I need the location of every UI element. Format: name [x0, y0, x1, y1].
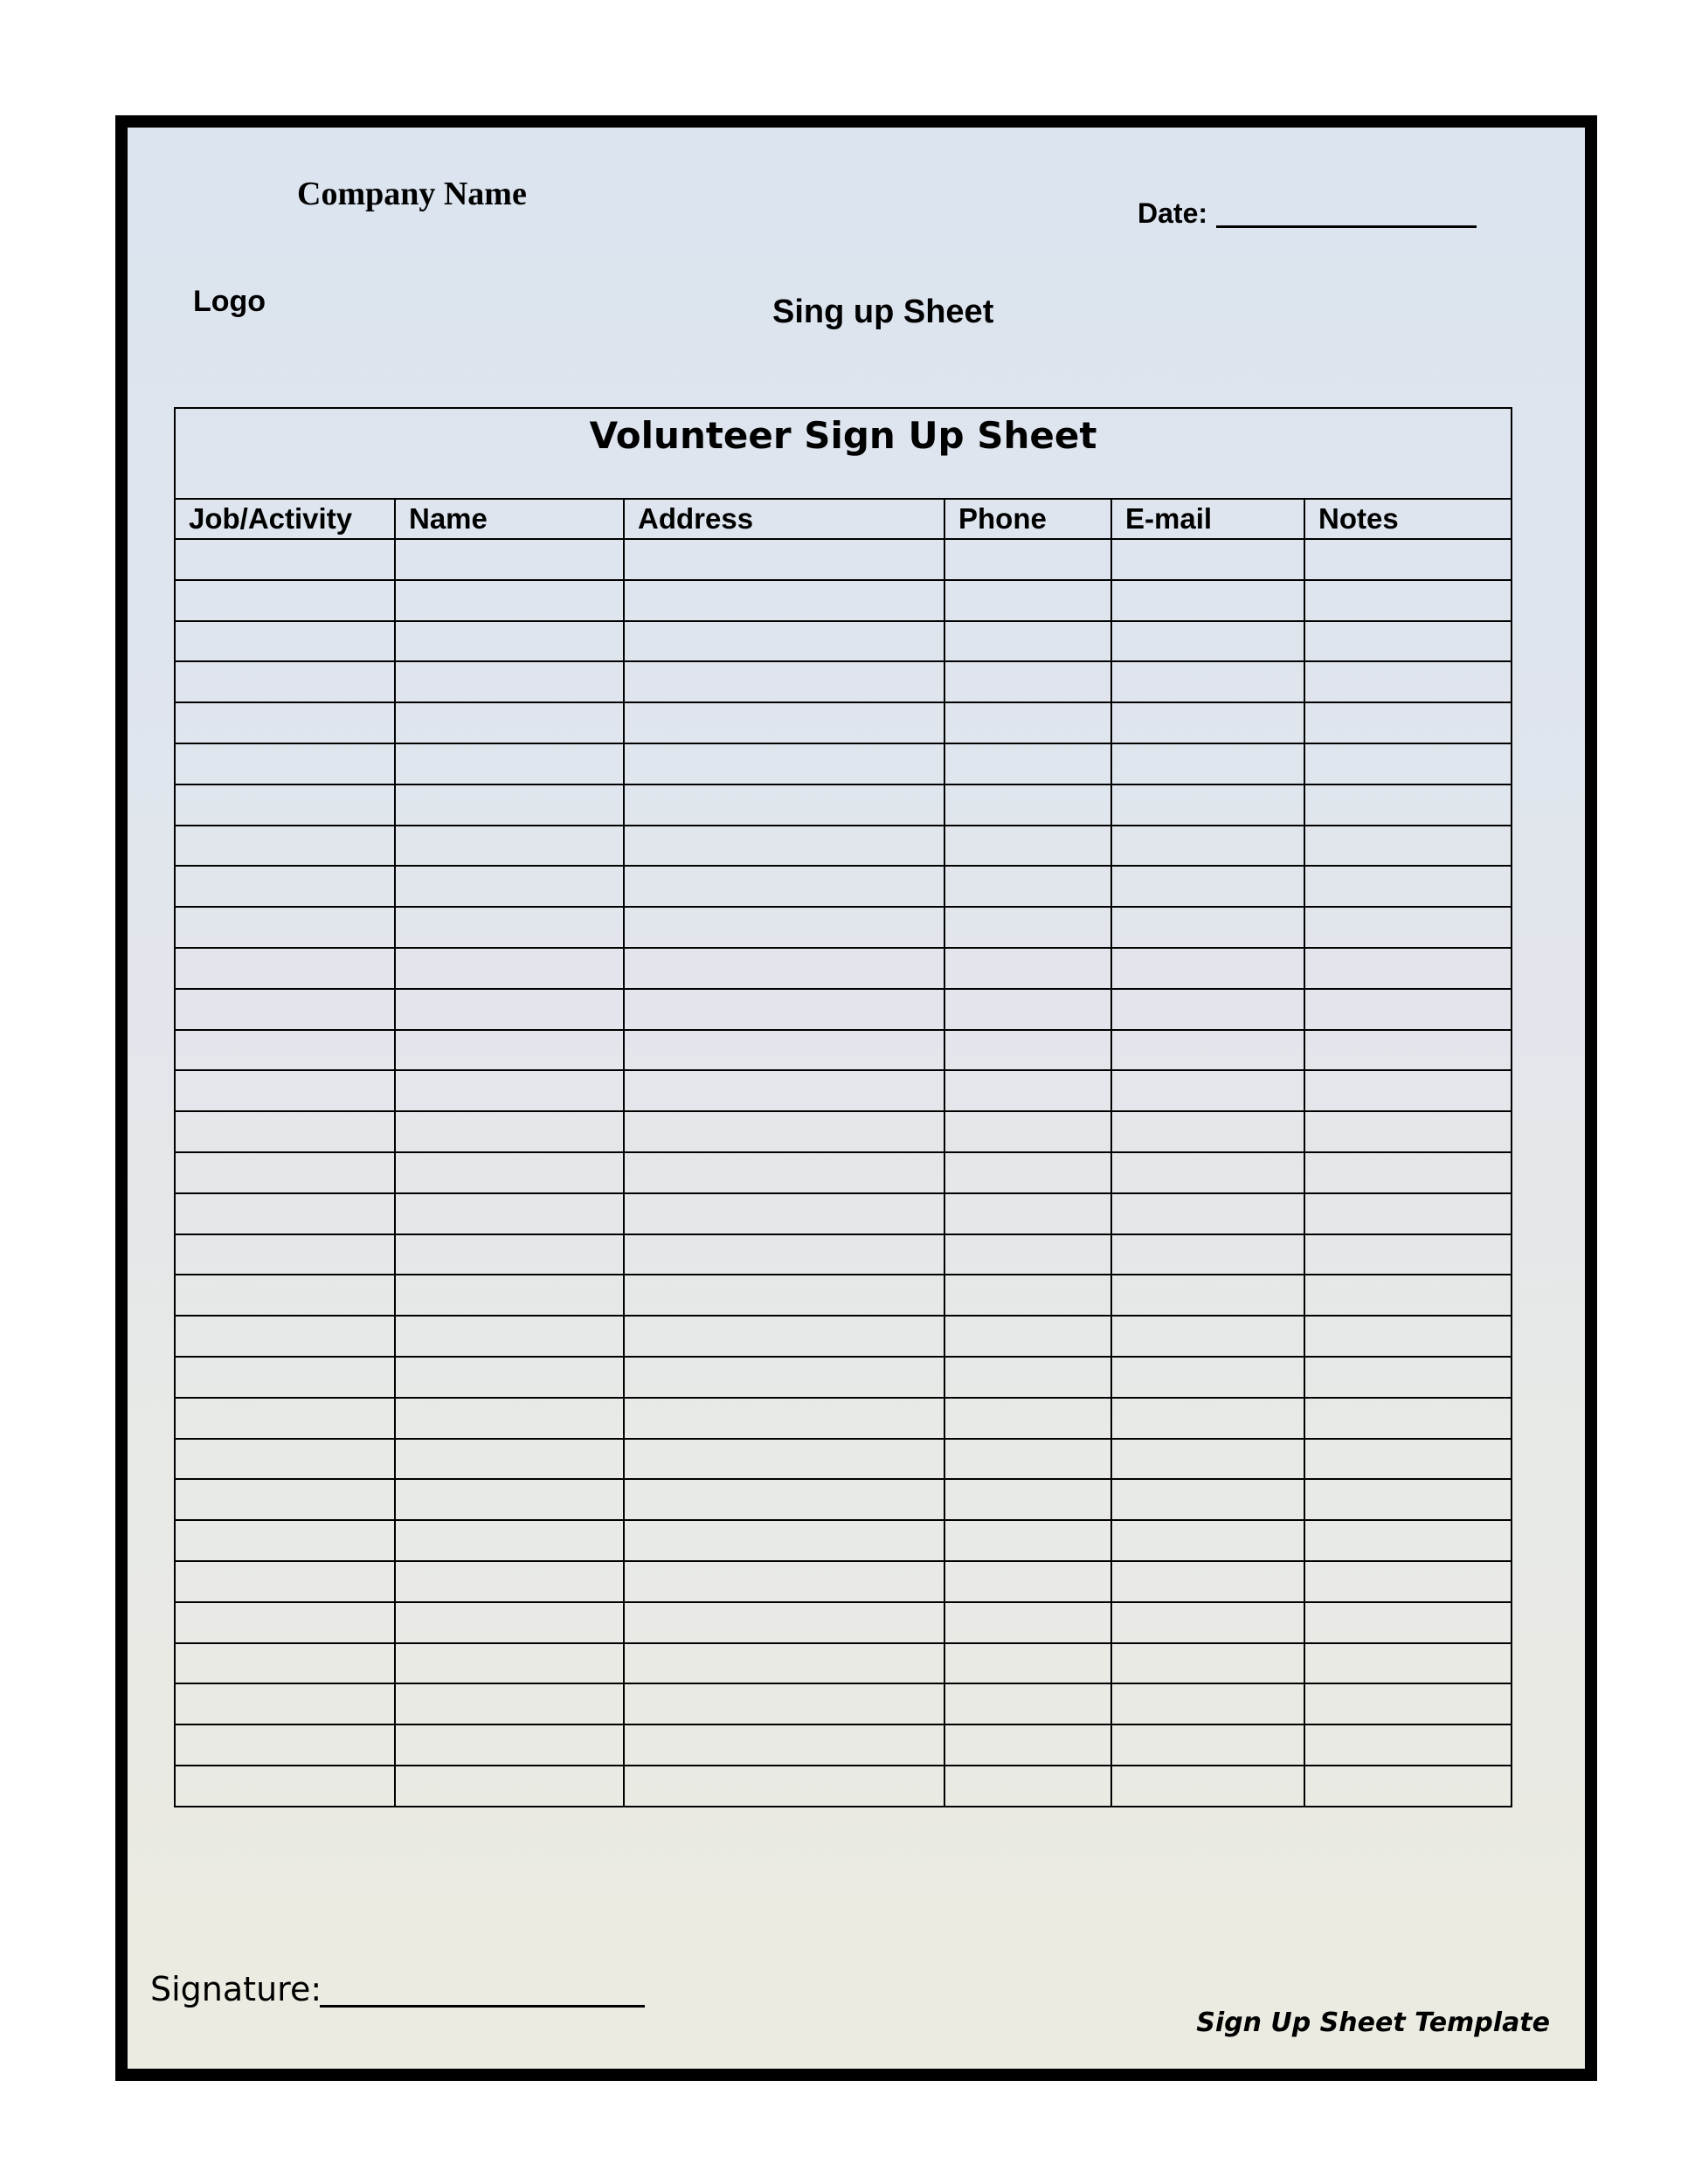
- table-cell[interactable]: [944, 1111, 1111, 1152]
- table-cell[interactable]: [175, 948, 395, 989]
- table-cell[interactable]: [1111, 1683, 1304, 1724]
- table-cell[interactable]: [395, 1561, 624, 1602]
- table-cell[interactable]: [1304, 1275, 1512, 1316]
- table-row: [175, 743, 1512, 784]
- table-cell[interactable]: [1304, 907, 1512, 948]
- table-cell[interactable]: [395, 907, 624, 948]
- table-row: [175, 1439, 1512, 1480]
- table-cell[interactable]: [1111, 1152, 1304, 1193]
- table-cell[interactable]: [624, 1193, 944, 1234]
- table-cell[interactable]: [1111, 621, 1304, 662]
- table-cell[interactable]: [944, 907, 1111, 948]
- table-cell[interactable]: [1111, 702, 1304, 743]
- table-cell[interactable]: [175, 1643, 395, 1684]
- column-header-email: E-mail: [1111, 499, 1304, 539]
- template-caption: Sign Up Sheet Template: [1196, 2008, 1550, 2038]
- table-cell[interactable]: [395, 539, 624, 580]
- table-cell[interactable]: [1304, 702, 1512, 743]
- table-cell[interactable]: [1304, 1070, 1512, 1111]
- table-cell[interactable]: [175, 1193, 395, 1234]
- logo-placeholder: Logo: [193, 285, 266, 318]
- table-cell[interactable]: [175, 1398, 395, 1439]
- table-cell[interactable]: [944, 1520, 1111, 1561]
- date-field-line: [1216, 225, 1477, 228]
- table-cell[interactable]: [624, 826, 944, 867]
- table-row: [175, 784, 1512, 826]
- table-cell[interactable]: [395, 743, 624, 784]
- table-cell[interactable]: [175, 1316, 395, 1357]
- column-header-job-activity: Job/Activity: [175, 499, 395, 539]
- table-cell[interactable]: [944, 1152, 1111, 1193]
- table-cell[interactable]: [175, 1602, 395, 1643]
- table-row: [175, 989, 1512, 1030]
- table-row: [175, 1683, 1512, 1724]
- table-row: [175, 539, 1512, 580]
- table-body: [175, 539, 1512, 1807]
- table-row: [175, 866, 1512, 907]
- table-cell[interactable]: [395, 1070, 624, 1111]
- table-row: [175, 1357, 1512, 1398]
- table-cell[interactable]: [1111, 948, 1304, 989]
- table-cell[interactable]: [624, 1357, 944, 1398]
- table-cell[interactable]: [175, 743, 395, 784]
- table-cell[interactable]: [624, 1520, 944, 1561]
- table-cell[interactable]: [1304, 989, 1512, 1030]
- table-cell[interactable]: [1111, 580, 1304, 621]
- table-row: [175, 1111, 1512, 1152]
- table-cell[interactable]: [944, 1479, 1111, 1520]
- table-cell[interactable]: [624, 539, 944, 580]
- table-cell[interactable]: [395, 661, 624, 702]
- table-row: [175, 1520, 1512, 1561]
- table-cell[interactable]: [395, 784, 624, 826]
- table-cell[interactable]: [1111, 539, 1304, 580]
- table-cell[interactable]: [1304, 743, 1512, 784]
- table-row: [175, 1724, 1512, 1766]
- table-cell[interactable]: [1111, 1766, 1304, 1807]
- table-row: [175, 661, 1512, 702]
- table-cell[interactable]: [1304, 661, 1512, 702]
- table-cell[interactable]: [175, 1479, 395, 1520]
- table-cell[interactable]: [624, 866, 944, 907]
- table-row: [175, 580, 1512, 621]
- table-row: [175, 948, 1512, 989]
- table-cell[interactable]: [1304, 1561, 1512, 1602]
- table-cell[interactable]: [624, 743, 944, 784]
- table-cell[interactable]: [175, 1561, 395, 1602]
- table-cell[interactable]: [944, 743, 1111, 784]
- table-cell[interactable]: [944, 1766, 1111, 1807]
- signature-label: Signature:: [150, 1970, 322, 2008]
- table-cell[interactable]: [944, 702, 1111, 743]
- table-cell[interactable]: [1111, 866, 1304, 907]
- table-cell[interactable]: [624, 989, 944, 1030]
- table-cell[interactable]: [1304, 784, 1512, 826]
- table-cell[interactable]: [175, 1070, 395, 1111]
- table-cell[interactable]: [1304, 1357, 1512, 1398]
- table-cell[interactable]: [175, 1030, 395, 1071]
- table-cell[interactable]: [1304, 621, 1512, 662]
- sheet-subtitle: Sing up Sheet: [772, 294, 994, 330]
- table-row: [175, 702, 1512, 743]
- table-cell[interactable]: [395, 702, 624, 743]
- table-cell[interactable]: [395, 580, 624, 621]
- table-cell[interactable]: [1111, 1316, 1304, 1357]
- table-cell[interactable]: [395, 1439, 624, 1480]
- table-cell[interactable]: [175, 907, 395, 948]
- table-title: Volunteer Sign Up Sheet: [175, 408, 1512, 499]
- company-name: Company Name: [297, 176, 527, 212]
- table-cell[interactable]: [944, 1193, 1111, 1234]
- table-cell[interactable]: [1304, 1152, 1512, 1193]
- table-cell[interactable]: [1111, 1193, 1304, 1234]
- table-row: [175, 1398, 1512, 1439]
- table-row: [175, 1234, 1512, 1275]
- table-cell[interactable]: [944, 621, 1111, 662]
- table-row: [175, 1316, 1512, 1357]
- table-cell[interactable]: [624, 1111, 944, 1152]
- table-cell[interactable]: [395, 1152, 624, 1193]
- table-cell[interactable]: [624, 1316, 944, 1357]
- table-cell[interactable]: [175, 1275, 395, 1316]
- table-row: [175, 1602, 1512, 1643]
- table-cell[interactable]: [395, 1643, 624, 1684]
- table-cell[interactable]: [624, 784, 944, 826]
- table-cell[interactable]: [175, 621, 395, 662]
- table-cell[interactable]: [944, 661, 1111, 702]
- table-cell[interactable]: [175, 1724, 395, 1766]
- table-cell[interactable]: [1111, 1030, 1304, 1071]
- table-cell[interactable]: [944, 1398, 1111, 1439]
- table-cell[interactable]: [1304, 1602, 1512, 1643]
- table-cell[interactable]: [395, 621, 624, 662]
- table-cell[interactable]: [624, 1602, 944, 1643]
- table-row: [175, 1766, 1512, 1807]
- date-label: Date:: [1138, 197, 1208, 229]
- table-cell[interactable]: [395, 1316, 624, 1357]
- table-cell[interactable]: [395, 1520, 624, 1561]
- table-cell[interactable]: [624, 1643, 944, 1684]
- table-cell[interactable]: [1304, 1193, 1512, 1234]
- table-cell[interactable]: [624, 1234, 944, 1275]
- table-cell[interactable]: [944, 1030, 1111, 1071]
- table-cell[interactable]: [1111, 743, 1304, 784]
- table-cell[interactable]: [944, 580, 1111, 621]
- table-cell[interactable]: [175, 1234, 395, 1275]
- table-cell[interactable]: [624, 1070, 944, 1111]
- table-cell[interactable]: [944, 539, 1111, 580]
- table-cell[interactable]: [944, 948, 1111, 989]
- table-cell[interactable]: [944, 1724, 1111, 1766]
- table-cell[interactable]: [175, 1766, 395, 1807]
- table-cell[interactable]: [1304, 826, 1512, 867]
- table-cell[interactable]: [1304, 866, 1512, 907]
- table-cell[interactable]: [175, 1111, 395, 1152]
- table-cell[interactable]: [395, 866, 624, 907]
- table-cell[interactable]: [395, 826, 624, 867]
- table-row: [175, 1030, 1512, 1071]
- table-cell[interactable]: [624, 702, 944, 743]
- table-cell[interactable]: [175, 866, 395, 907]
- table-cell[interactable]: [944, 1316, 1111, 1357]
- table-cell[interactable]: [624, 621, 944, 662]
- table-row: [175, 1561, 1512, 1602]
- table-cell[interactable]: [395, 1275, 624, 1316]
- table-cell[interactable]: [944, 1234, 1111, 1275]
- table-cell[interactable]: [1304, 1439, 1512, 1480]
- column-header-address: Address: [624, 499, 944, 539]
- table-cell[interactable]: [175, 661, 395, 702]
- table-cell[interactable]: [175, 1683, 395, 1724]
- table-cell[interactable]: [1304, 1234, 1512, 1275]
- table-cell[interactable]: [1304, 1766, 1512, 1807]
- table-cell[interactable]: [624, 1479, 944, 1520]
- column-header-row: [175, 499, 1512, 539]
- table-cell[interactable]: [624, 948, 944, 989]
- table-cell[interactable]: [944, 784, 1111, 826]
- table-cell[interactable]: [1111, 1561, 1304, 1602]
- table-cell[interactable]: [624, 1152, 944, 1193]
- table-cell[interactable]: [1111, 1643, 1304, 1684]
- table-row: [175, 1479, 1512, 1520]
- table-cell[interactable]: [175, 1357, 395, 1398]
- table-cell[interactable]: [395, 948, 624, 989]
- table-cell[interactable]: [395, 1602, 624, 1643]
- table-cell[interactable]: [944, 1561, 1111, 1602]
- table-cell[interactable]: [395, 1724, 624, 1766]
- table-cell[interactable]: [1304, 1316, 1512, 1357]
- table-cell[interactable]: [944, 866, 1111, 907]
- table-row: [175, 621, 1512, 662]
- table-cell[interactable]: [1304, 580, 1512, 621]
- table-cell[interactable]: [1304, 1520, 1512, 1561]
- table-cell[interactable]: [395, 1111, 624, 1152]
- table-cell[interactable]: [175, 1520, 395, 1561]
- table-cell[interactable]: [624, 1398, 944, 1439]
- table-cell[interactable]: [1111, 1479, 1304, 1520]
- table-cell[interactable]: [1304, 539, 1512, 580]
- table-cell[interactable]: [624, 1439, 944, 1480]
- table-row: [175, 907, 1512, 948]
- table-cell[interactable]: [1304, 1479, 1512, 1520]
- table-cell[interactable]: [1111, 1275, 1304, 1316]
- table-cell[interactable]: [624, 1724, 944, 1766]
- table-cell[interactable]: [395, 1193, 624, 1234]
- table-cell[interactable]: [395, 1683, 624, 1724]
- table-cell[interactable]: [175, 702, 395, 743]
- table-cell[interactable]: [944, 1439, 1111, 1480]
- table-cell[interactable]: [1111, 1724, 1304, 1766]
- table-cell[interactable]: [624, 661, 944, 702]
- table-cell[interactable]: [1304, 1683, 1512, 1724]
- table-cell[interactable]: [944, 1683, 1111, 1724]
- table-cell[interactable]: [395, 1766, 624, 1807]
- table-cell[interactable]: [1111, 1439, 1304, 1480]
- table-row: [175, 1275, 1512, 1316]
- table-cell[interactable]: [944, 826, 1111, 867]
- table-cell[interactable]: [175, 1152, 395, 1193]
- table-cell[interactable]: [1111, 1111, 1304, 1152]
- column-header-name: Name: [395, 499, 624, 539]
- table-cell[interactable]: [1111, 1234, 1304, 1275]
- table-cell[interactable]: [624, 1030, 944, 1071]
- table-cell[interactable]: [1111, 907, 1304, 948]
- table-row: [175, 1070, 1512, 1111]
- table-cell[interactable]: [624, 1561, 944, 1602]
- table-cell[interactable]: [1111, 826, 1304, 867]
- table-cell[interactable]: [624, 580, 944, 621]
- table-cell[interactable]: [1304, 1111, 1512, 1152]
- table-cell[interactable]: [944, 1275, 1111, 1316]
- table-cell[interactable]: [395, 1357, 624, 1398]
- table-cell[interactable]: [175, 1439, 395, 1480]
- table-cell[interactable]: [944, 1357, 1111, 1398]
- table-cell[interactable]: [395, 1479, 624, 1520]
- table-cell[interactable]: [1111, 989, 1304, 1030]
- table-row: [175, 1193, 1512, 1234]
- table-cell[interactable]: [1304, 948, 1512, 989]
- table-cell[interactable]: [624, 1683, 944, 1724]
- table-cell[interactable]: [944, 1602, 1111, 1643]
- table-cell[interactable]: [1111, 1357, 1304, 1398]
- table-cell[interactable]: [1111, 784, 1304, 826]
- table-cell[interactable]: [1304, 1643, 1512, 1684]
- column-header-notes: Notes: [1304, 499, 1512, 539]
- table-row: [175, 826, 1512, 867]
- table-cell[interactable]: [1304, 1030, 1512, 1071]
- table-cell[interactable]: [1304, 1724, 1512, 1766]
- table-cell[interactable]: [1304, 1398, 1512, 1439]
- table-cell[interactable]: [1111, 1520, 1304, 1561]
- table-cell[interactable]: [175, 826, 395, 867]
- table-cell[interactable]: [175, 784, 395, 826]
- signature-line: [320, 2005, 645, 2008]
- table-cell[interactable]: [944, 1643, 1111, 1684]
- table-cell[interactable]: [175, 539, 395, 580]
- table-cell[interactable]: [624, 907, 944, 948]
- table-cell[interactable]: [1111, 661, 1304, 702]
- table-row: [175, 1643, 1512, 1684]
- table-cell[interactable]: [944, 989, 1111, 1030]
- table-cell[interactable]: [175, 989, 395, 1030]
- table-cell[interactable]: [395, 989, 624, 1030]
- table-cell[interactable]: [624, 1766, 944, 1807]
- table-row: [175, 1152, 1512, 1193]
- table-cell[interactable]: [395, 1398, 624, 1439]
- table-cell[interactable]: [175, 580, 395, 621]
- table-cell[interactable]: [944, 1070, 1111, 1111]
- table-cell[interactable]: [395, 1030, 624, 1071]
- table-cell[interactable]: [1111, 1398, 1304, 1439]
- table-cell[interactable]: [395, 1234, 624, 1275]
- table-cell[interactable]: [624, 1275, 944, 1316]
- table-cell[interactable]: [1111, 1602, 1304, 1643]
- signup-table: [174, 407, 1512, 1807]
- table-cell[interactable]: [1111, 1070, 1304, 1111]
- column-header-phone: Phone: [944, 499, 1111, 539]
